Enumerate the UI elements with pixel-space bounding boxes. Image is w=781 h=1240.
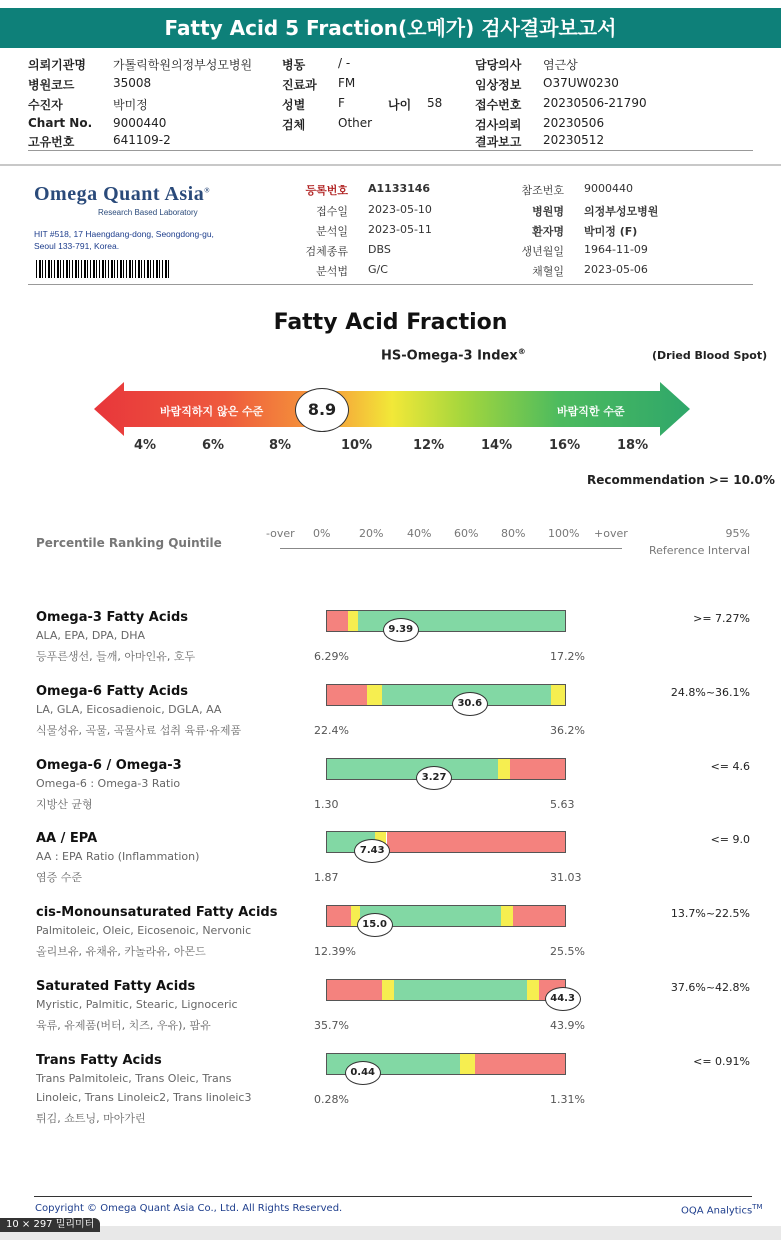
index-scale-tick: 18% bbox=[617, 438, 649, 453]
header-key: 수진자 bbox=[28, 98, 63, 112]
bar-value-marker: 7.43 bbox=[354, 839, 390, 863]
header-value: 9000440 bbox=[113, 116, 167, 130]
bar-segment-red bbox=[327, 906, 351, 926]
lab-key: 병원명 bbox=[532, 205, 564, 218]
bar-segment-red bbox=[387, 832, 566, 852]
age-value: 58 bbox=[427, 96, 443, 110]
header-key: 병동 bbox=[282, 58, 306, 72]
bar-segment-yellow bbox=[501, 906, 513, 926]
bar-value-marker: 3.27 bbox=[416, 766, 452, 790]
row-sources: 지방산 균형 bbox=[36, 798, 93, 811]
row-title: AA / EPA bbox=[36, 831, 98, 846]
percentile-bar bbox=[326, 684, 566, 706]
bar-segment-green bbox=[327, 759, 498, 779]
reference-header-1: 95% bbox=[725, 527, 750, 540]
bottom-strip bbox=[0, 1226, 781, 1240]
row-components: LA, GLA, Eicosadienoic, DGLA, AA bbox=[36, 703, 222, 716]
header-key: 결과보고 bbox=[475, 135, 522, 149]
range-min: 35.7% bbox=[314, 1019, 349, 1032]
range-min: 12.39% bbox=[314, 945, 356, 958]
row-title: Saturated Fatty Acids bbox=[36, 979, 196, 994]
range-min: 1.87 bbox=[314, 871, 339, 884]
row-components: Omega-6 : Omega-3 Ratio bbox=[36, 777, 181, 790]
header-value: 20230506-21790 bbox=[543, 96, 647, 110]
header-value: Other bbox=[338, 116, 373, 130]
lab-divider bbox=[28, 284, 753, 285]
header-divider bbox=[28, 150, 753, 151]
range-max: 1.31% bbox=[550, 1093, 585, 1106]
row-sources: 튀김, 쇼트닝, 마아가린 bbox=[36, 1112, 146, 1125]
percentile-tick: 80% bbox=[501, 527, 526, 540]
reference-interval: 24.8%~36.1% bbox=[670, 686, 750, 699]
bar-segment-red bbox=[327, 611, 348, 631]
report-title: Fatty Acid 5 Fraction(오메가) 검사결과보고서 bbox=[0, 8, 781, 48]
bar-segment-red bbox=[327, 685, 367, 705]
header-key: 진료과 bbox=[282, 78, 317, 92]
bar-segment-yellow bbox=[382, 980, 394, 1000]
range-max: 17.2% bbox=[550, 650, 585, 663]
page-edge bbox=[0, 164, 781, 166]
range-max: 31.03 bbox=[550, 871, 582, 884]
range-max: 36.2% bbox=[550, 724, 585, 737]
lab-value: 1964-11-09 bbox=[584, 243, 648, 256]
lab-key: 생년월일 bbox=[521, 245, 564, 258]
row-title: Omega-6 Fatty Acids bbox=[36, 684, 189, 699]
lab-key: 분석일 bbox=[316, 225, 348, 238]
reference-interval: 13.7%~22.5% bbox=[670, 907, 750, 920]
percentile-tick: 20% bbox=[359, 527, 384, 540]
header-key: 검체 bbox=[282, 118, 306, 132]
header-value: 박미정 bbox=[113, 98, 148, 112]
bar-value-marker: 9.39 bbox=[383, 618, 419, 642]
range-min: 0.28% bbox=[314, 1093, 349, 1106]
percentile-bar bbox=[326, 610, 566, 632]
bar-value-marker: 30.6 bbox=[452, 692, 488, 716]
row-components: Myristic, Palmitic, Stearic, Lignoceric bbox=[36, 998, 238, 1011]
lab-value: 의정부성모병원 bbox=[584, 205, 659, 218]
reference-header-2: Reference Interval bbox=[648, 544, 750, 557]
reference-interval: >= 7.27% bbox=[693, 612, 750, 625]
bar-segment-red bbox=[510, 759, 565, 779]
range-max: 25.5% bbox=[550, 945, 585, 958]
index-scale-tick: 16% bbox=[549, 438, 581, 453]
header-value: 35008 bbox=[113, 76, 152, 90]
page-size-tag: 10 × 297 밀리미터 bbox=[0, 1218, 100, 1232]
bar-segment-green bbox=[394, 980, 527, 1000]
bar-value-marker: 44.3 bbox=[545, 987, 581, 1011]
footer-divider bbox=[34, 1196, 752, 1197]
row-title: cis-Monounsaturated Fatty Acids bbox=[36, 905, 278, 920]
bar-segment-yellow bbox=[498, 759, 510, 779]
header-key: Chart No. bbox=[28, 116, 93, 130]
header-key: 의뢰기관명 bbox=[28, 58, 86, 72]
desirable-level-label: 바람직한 수준 bbox=[557, 405, 625, 418]
barcode bbox=[36, 260, 170, 278]
index-title: HS-Omega-3 Index® bbox=[381, 347, 526, 364]
percentile-tick: 100% bbox=[548, 527, 580, 540]
bar-segment-red bbox=[327, 980, 382, 1000]
row-sources: 육류, 유제품(버터, 치즈, 우유), 팜유 bbox=[36, 1019, 211, 1032]
row-sources: 염증 수준 bbox=[36, 871, 83, 884]
header-value: 가톨릭학원의정부성모병원 bbox=[113, 58, 253, 72]
omega3-index-value: 8.9 bbox=[295, 388, 349, 432]
lab-value: 2023-05-11 bbox=[368, 223, 432, 236]
index-scale-tick: 12% bbox=[413, 438, 445, 453]
bar-segment-yellow bbox=[551, 685, 565, 705]
row-components: Trans Palmitoleic, Trans Oleic, Trans bbox=[36, 1072, 232, 1085]
index-scale-tick: 6% bbox=[202, 438, 225, 453]
header-key: 담당의사 bbox=[475, 58, 522, 72]
lab-logo-subtitle: Research Based Laboratory bbox=[98, 208, 198, 217]
copyright: Copyright © Omega Quant Asia Co., Ltd. All Rights Reserved. bbox=[35, 1203, 343, 1214]
row-sources: 등푸른생선, 들깨, 아마인유, 호두 bbox=[36, 650, 196, 663]
row-sources: 식물성유, 곡물, 곡물사료 섭취 육류·유제품 bbox=[36, 724, 242, 737]
lab-value: 9000440 bbox=[584, 182, 633, 195]
lab-value: 박미정 (F) bbox=[584, 225, 638, 238]
header-value: 20230506 bbox=[543, 116, 605, 130]
lab-key: 접수일 bbox=[316, 205, 348, 218]
lab-logo: Omega Quant Asia® bbox=[34, 183, 210, 205]
reference-interval: 37.6%~42.8% bbox=[670, 981, 750, 994]
range-min: 22.4% bbox=[314, 724, 349, 737]
undesirable-level-label: 바람직하지 않은 수준 bbox=[160, 405, 264, 418]
header-value: F bbox=[338, 96, 345, 110]
row-title: Trans Fatty Acids bbox=[36, 1053, 162, 1068]
lab-value: G/C bbox=[368, 263, 388, 276]
lab-value: DBS bbox=[368, 243, 391, 256]
reference-interval: <= 9.0 bbox=[710, 833, 750, 846]
reference-interval: <= 0.91% bbox=[693, 1055, 750, 1068]
lab-value: 2023-05-10 bbox=[368, 203, 432, 216]
header-key: 병원코드 bbox=[28, 78, 75, 92]
row-components-cont: Linoleic, Trans Linoleic2, Trans linoleic3 bbox=[36, 1091, 252, 1104]
index-scale-tick: 4% bbox=[134, 438, 157, 453]
bar-segment-red bbox=[475, 1054, 565, 1074]
lab-value: 2023-05-06 bbox=[584, 263, 648, 276]
percentile-tick: +over bbox=[594, 527, 628, 540]
header-value: 641109-2 bbox=[113, 133, 171, 147]
index-scale-tick: 8% bbox=[269, 438, 292, 453]
percentile-axis bbox=[280, 548, 622, 549]
lab-key: 환자명 bbox=[532, 225, 564, 238]
bar-segment-yellow bbox=[527, 980, 539, 1000]
header-value: O37UW0230 bbox=[543, 76, 619, 90]
percentile-tick: 40% bbox=[407, 527, 432, 540]
lab-key: 검체종류 bbox=[305, 245, 348, 258]
row-components: AA : EPA Ratio (Inflammation) bbox=[36, 850, 200, 863]
lab-key: 분석법 bbox=[316, 265, 348, 278]
row-title: Omega-3 Fatty Acids bbox=[36, 610, 189, 625]
header-key: 고유번호 bbox=[28, 135, 75, 149]
header-key: 검사의뢰 bbox=[475, 118, 522, 132]
percentile-tick: -over bbox=[266, 527, 295, 540]
footer-brand: OQA Analytics™ bbox=[681, 1203, 763, 1217]
header-key: 임상정보 bbox=[475, 78, 522, 92]
row-title: Omega-6 / Omega-3 bbox=[36, 758, 182, 773]
header-key: 성별 bbox=[282, 98, 306, 112]
lab-value: A1133146 bbox=[368, 182, 431, 195]
lab-address-line1: HIT #518, 17 Haengdang-dong, Seongdong-gu, bbox=[34, 229, 214, 239]
sample-type: (Dried Blood Spot) bbox=[652, 349, 768, 362]
percentile-tick: 60% bbox=[454, 527, 479, 540]
bar-segment-red bbox=[513, 906, 565, 926]
lab-key: 채혈일 bbox=[532, 265, 564, 278]
recommendation: Recommendation >= 10.0% bbox=[587, 473, 775, 487]
range-max: 43.9% bbox=[550, 1019, 585, 1032]
range-min: 1.30 bbox=[314, 798, 339, 811]
age-key: 나이 bbox=[388, 98, 412, 112]
index-scale-tick: 10% bbox=[341, 438, 373, 453]
bar-value-marker: 0.44 bbox=[345, 1061, 381, 1085]
bar-segment-yellow bbox=[348, 611, 358, 631]
reference-interval: <= 4.6 bbox=[710, 760, 750, 773]
section-title: Fatty Acid Fraction bbox=[273, 310, 508, 335]
bar-segment-yellow bbox=[460, 1054, 474, 1074]
row-sources: 올리브유, 유채유, 카놀라유, 아몬드 bbox=[36, 945, 206, 958]
range-max: 5.63 bbox=[550, 798, 575, 811]
row-components: ALA, EPA, DPA, DHA bbox=[36, 629, 146, 642]
header-value: / - bbox=[338, 56, 351, 70]
header-value: 20230512 bbox=[543, 133, 605, 147]
percentile-bar bbox=[326, 979, 566, 1001]
index-scale-tick: 14% bbox=[481, 438, 513, 453]
header-key: 접수번호 bbox=[475, 98, 522, 112]
percentile-tick: 0% bbox=[313, 527, 331, 540]
lab-key: 등록번호 bbox=[305, 184, 348, 197]
header-value: 염근상 bbox=[543, 58, 578, 72]
bar-value-marker: 15.0 bbox=[357, 913, 393, 937]
range-min: 6.29% bbox=[314, 650, 349, 663]
lab-address-line2: Seoul 133-791, Korea. bbox=[34, 241, 120, 251]
row-components: Palmitoleic, Oleic, Eicosenoic, Nervonic bbox=[36, 924, 252, 937]
bar-segment-yellow bbox=[367, 685, 381, 705]
header-value: FM bbox=[338, 76, 356, 90]
lab-key: 참조번호 bbox=[521, 184, 564, 197]
percentile-label: Percentile Ranking Quintile bbox=[36, 536, 222, 550]
